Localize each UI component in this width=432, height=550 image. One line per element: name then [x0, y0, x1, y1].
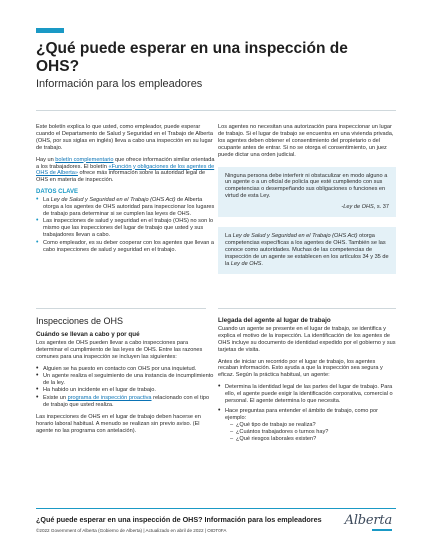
quote-box — [218, 167, 396, 218]
roles-bulletin-link[interactable]: «Función y obligaciones de los agentes de OHS de Alberta» — [36, 163, 215, 177]
list-item: • Como empleador, es su deber cooperar con los agentes que llevan a cabo inspecciones de salud y seguridad en el trabajo. — [36, 240, 216, 254]
right-section-divider — [218, 308, 396, 309]
key-facts-list — [36, 197, 216, 253]
list-item: • Determina la identidad legal de las partes del lugar de trabajo. Para ello, el agente puede exigir la identificación corporativa, comercial o personal. El agente determina lo que necesita. — [218, 384, 396, 405]
list-item: • Alguien se ha puesto en contacto con OHS por una inquietud. — [36, 366, 216, 373]
list-item: – ¿Qué tipo de trabajo se realiza? — [230, 422, 396, 429]
authorization-paragraph: Los agentes no necesitan una autorización para inspeccionar un lugar de trabajo. Si el lugar de trabajo se encuentra en una vivienda privada, los agentes deben obtener el consentimiento del propietario o del ocupante antes de entrar. Si no se otorga el consentimiento, un juez puede dictar una orden judicial. — [218, 124, 394, 158]
arrival-paragraph-1: Cuando un agente se presente en el lugar de trabajo, se identifica y explica el motivo de la inspección. La identificación de los agentes de OHS incluye su documento de identidad expedido por el gobierno y sus tarjetas de visita. — [218, 325, 396, 353]
left-column — [36, 124, 216, 254]
footer-title: ¿Qué puede esperar en una inspección de OHS? Información para los empleadores — [36, 515, 322, 524]
list-item: • Ha habido un incidente en el lugar de trabajo. — [36, 387, 216, 394]
list-item: • Existe un programa de inspección proactiva relacionado con el tipo de trabajo que usted realiza. — [36, 395, 216, 409]
questions-list — [218, 422, 396, 443]
page-title: ¿Qué puede esperar en una inspección de OHS? — [36, 40, 348, 75]
header-divider — [36, 110, 396, 111]
footer-meta: ©2022 Government of Alberta (Gobierno de Alberta) | Actualizado en abril de 2022 | OIDT0FA — [36, 528, 227, 533]
info-box: La Ley de Salud y Seguridad en el Trabajo (OHS Act) otorga competencias específicas a los agentes de OHS. También se las conoce como autoridades. Muchas de las competencias de inspección de un agente se establecen en los artículos 34 y 35 de la Ley de OHS. — [218, 227, 396, 274]
right-column-lower — [218, 318, 396, 443]
quote-text: Ninguna persona debe interferir ni obstaculizar en modo alguno a un agente o a un oficial de policía que esté cumpliendo con sus competencias o desempeñando sus obligaciones o funciones en virtud de esta Ley. — [225, 172, 388, 200]
reasons-list — [36, 366, 216, 409]
arrival-title: Llegada del agente al lugar de trabajo — [218, 317, 331, 324]
key-facts — [36, 189, 216, 253]
page-subtitle: Información para los empleadores — [36, 78, 203, 90]
list-item: – ¿Qué riesgos laborales existen? — [230, 436, 396, 443]
alberta-logo: Alberta — [344, 513, 392, 528]
intro-paragraph: Este boletín explica lo que usted, como empleador, puede esperar cuando el Departamento de Salud y Seguridad en el Trabajo de Alberta (OHS, por sus siglas en inglés) lleva a cabo una inspección en su lugar de trabajo. — [36, 124, 213, 151]
right-column — [218, 124, 396, 282]
left-column-lower — [36, 318, 216, 439]
agent-actions-list — [218, 384, 396, 422]
key-facts-title: DATOS CLAVE — [36, 189, 79, 196]
list-item: • Un agente realiza el seguimiento de una instancia de incumplimiento de la ley. — [36, 373, 216, 387]
list-item: • Hace preguntas para entender el ámbito de trabajo, como por ejemplo: — [218, 408, 396, 422]
references-paragraph: Hay un boletín complementario que ofrece información similar orientada a los trabajadores. El boletín «Función y obligaciones de los agentes de OHS de Alberta» ofrece más información sobre la autoridad legal de OHS en materia de inspección. — [36, 156, 215, 184]
list-item: • Las inspecciones de salud y seguridad en el trabajo (OHS) no son lo mismo que las inspecciones del lugar de trabajo que usted y sus trabajadores llevan a cabo. — [36, 218, 216, 239]
companion-bulletin-link[interactable]: boletín complementario — [55, 156, 114, 163]
subsection-title: Cuándo se llevan a cabo y por qué — [36, 330, 140, 338]
section-divider — [36, 308, 206, 309]
subsection-paragraph: Los agentes de OHS pueden llevar a cabo inspecciones para determinar el cumplimiento de las leyes de OHS. Entre las razones comunes para una inspección se incluyen las siguientes: — [36, 339, 203, 360]
accent-bar — [36, 28, 64, 33]
proactive-program-link[interactable]: programa de inspección proactiva — [67, 394, 152, 401]
list-item: – ¿Cuántos trabajadores o turnos hay? — [230, 429, 396, 436]
list-item: • La Ley de Salud y Seguridad en el Trabajo (OHS Act) de Alberta otorga a los agentes de OHS autoridad para inspeccionar los lugares de trabajo para determinar si se cumplen las leyes de OHS. — [36, 197, 216, 218]
section-title: Inspecciones de OHS — [36, 316, 124, 326]
arrival-paragraph-2: Antes de iniciar un recorrido por el lugar de trabajo, los agentes recaban información. Esto ayuda a que la inspección sea segura y eficaz. Según la práctica habitual, un agente: — [218, 358, 383, 379]
footer-divider — [36, 508, 396, 509]
closing-paragraph: Las inspecciones de OHS en el lugar de trabajo deben hacerse en horario laboral habitual. A menudo se realizan sin previo aviso. (El agente no las programa con antelación). — [36, 413, 201, 434]
logo-underline — [372, 529, 392, 531]
quote-source: -Ley de OHS, s. 37 — [341, 204, 389, 211]
